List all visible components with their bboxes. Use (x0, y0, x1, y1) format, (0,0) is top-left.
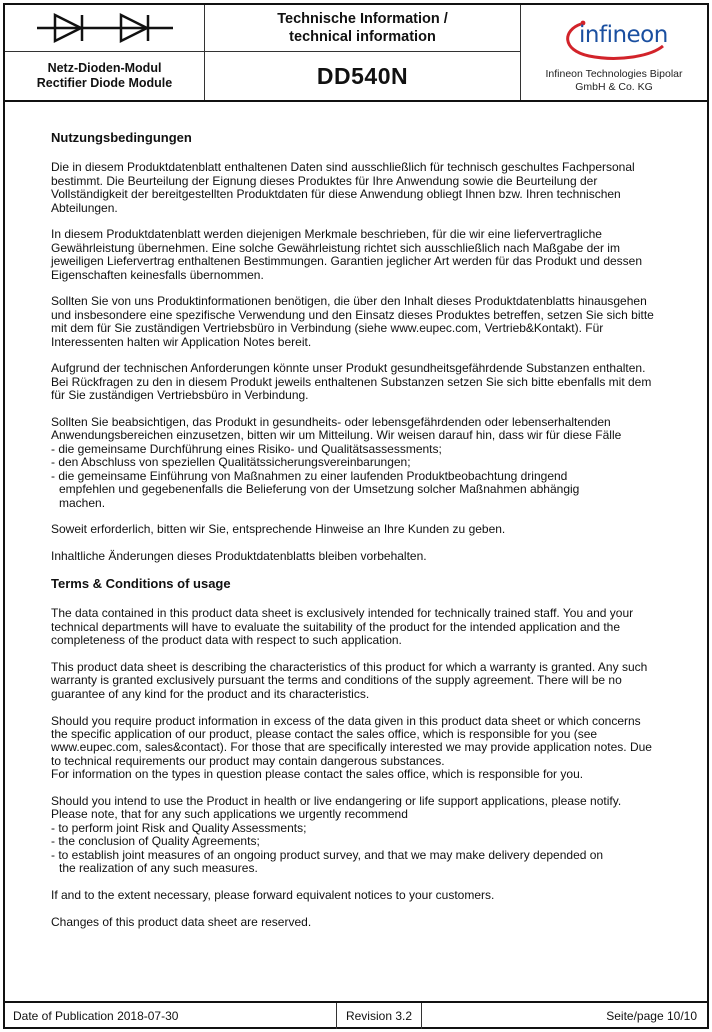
text-line: Aufgrund der technischen Anforderungen könnte unser Produkt gesundheitsgefährdende Substanzen enthalten. (51, 361, 646, 376)
text-line: Inhaltliche Änderungen dieses Produktdatenblatts bleiben vorbehalten. (51, 549, 427, 564)
text-line: empfehlen und gegebenenfalls die Belieferung von der Umsetzung solcher Maßnahmen abhängig (59, 482, 580, 497)
text-line: bestimmt. Die Beurteilung der Eignung dieses Produktes für Ihre Anwendung sowie die Beurteilung der (51, 173, 598, 188)
text-line: - to perform joint Risk and Quality Assessments; (51, 820, 307, 835)
text-line: Sollten Sie beabsichtigen, das Produkt in gesundheits- oder lebensgefährdenden oder lebenserhaltenden (51, 415, 611, 430)
paragraph (51, 362, 669, 402)
heading-german: Nutzungsbedingungen (51, 130, 192, 145)
company-line-1: Infineon Technologies Bipolar (545, 67, 683, 80)
part-number-cell (205, 52, 521, 100)
paragraph (51, 550, 669, 563)
paragraph (51, 715, 669, 782)
logo-cell (521, 5, 707, 100)
text-line: Bei Rückfragen zu den in diesem Produkt jeweils enthaltenen Substanzen setzen Sie sich bitte ebenfalls mit dem (51, 374, 652, 389)
text-line: technical departments will have to evaluate the suitability of the product for the intended application and the (51, 619, 621, 634)
page-number: Seite/page 10/10 (606, 1009, 697, 1023)
text-line: für Sie zuständigen Vertriebsbüro in Verbindung. (51, 388, 309, 403)
heading-english: Terms & Conditions of usage (51, 575, 231, 591)
company-name (546, 68, 683, 94)
text-line: Interessenten halten wir Application Notes bereit. (51, 334, 312, 349)
text-line: Soweit erforderlich, bitten wir Sie, entsprechende Hinweise an Ihre Kunden zu geben. (51, 522, 506, 537)
text-line: completeness of the product data with respect to such application. (51, 633, 402, 648)
paragraph (51, 916, 669, 929)
paragraph (51, 416, 669, 510)
text-line: Changes of this product data sheet are reserved. (51, 914, 312, 929)
text-line: - the conclusion of Quality Agreements; (51, 834, 260, 849)
english-terms (49, 607, 669, 929)
text-line: For information on the types in question please contact the sales office, which is responsible for you. (51, 767, 584, 782)
text-line: www.eupec.com, sales&contact). For those that are specifically interested we may provide application notes. Due (51, 740, 652, 755)
text-line: This product data sheet is describing the characteristics of this product for which a warranty is granted. Any such (51, 659, 648, 674)
text-line: - die gemeinsame Einführung von Maßnahmen zu einer laufenden Produktbeobachtung dringend (51, 468, 568, 483)
text-line: - den Abschluss von speziellen Qualitätssicherungsvereinbarungen; (51, 455, 411, 470)
text-line: Gewährleistung übernehmen. Eine solche Gewährleistung richtet sich ausschließlich nach Maßgabe der im (51, 240, 620, 255)
text-line: Abteilungen. (51, 200, 118, 215)
paragraph (51, 523, 669, 536)
doc-type-de: Technische Information / (277, 11, 448, 27)
text-line: Sollten Sie von uns Produktinformationen benötigen, die über den Inhalt dieses Produktdatenblatts hinausgehen (51, 294, 647, 309)
text-line: mit dem für Sie zuständigen Vertriebsbüro in Verbindung (siehe www.eupec.com, Vertrieb&Kontakt). Für (51, 321, 604, 336)
text-line: to technical requirements our product may contain dangerous substances. (51, 753, 445, 768)
part-number: DD540N (316, 62, 409, 89)
text-line: the realization of any such measures. (59, 860, 258, 875)
revision: Revision 3.2 (337, 1003, 422, 1029)
text-line: und insbesondere eine spezifische Verwendung und den Einsatz dieses Produktes betreffen, setzen Sie sich bitte (51, 307, 654, 322)
text-line: Eigenschaften keinesfalls übernommen. (51, 267, 264, 282)
text-line: Vollständigkeit der bereitgestellten Produktdaten für diese Anwendung obliegt Ihnen bzw. Ihren technischen (51, 187, 621, 202)
paragraph (51, 607, 669, 647)
logo-wordmark: infineon (579, 21, 668, 48)
text-line: The data contained in this product data sheet is exclusively intended for technically trained staff. You and your (51, 606, 634, 621)
text-line: Please note, that for any such applications we urgently recommend (51, 807, 408, 822)
text-line: the specific application of our product, please contact the sales office, which is responsible for you (see (51, 726, 598, 741)
paragraph (51, 228, 669, 282)
module-type-de: Netz-Dioden-Modul (47, 61, 162, 75)
text-line: In diesem Produktdatenblatt werden diejenigen Merkmale beschrieben, für die wir eine liefervertragliche (51, 227, 602, 242)
paragraph (51, 889, 669, 902)
text-line: Anwendungsbereichen einzusetzen, bitten wir um Mitteilung. Wir weisen darauf hin, dass wir für diese Fälle (51, 428, 622, 443)
text-line: machen. (59, 495, 106, 510)
company-line-2: GmbH & Co. KG (575, 80, 653, 93)
paragraph (51, 661, 669, 701)
doc-type-cell (205, 5, 521, 52)
german-terms (49, 161, 669, 563)
text-line: warranty is granted exclusively pursuant the terms and conditions of the supply agreement. There will be no (51, 673, 622, 688)
publication-date: Date of Publication 2018-07-30 (5, 1003, 337, 1029)
module-type-en: Rectifier Diode Module (36, 76, 173, 90)
module-type-cell (5, 52, 205, 100)
two-diodes-in-series-icon (35, 12, 175, 44)
text-line: guarantee of any kind for the product and its characteristics. (51, 686, 370, 701)
doc-type-en: technical information (289, 29, 436, 45)
symbol-cell (5, 5, 205, 52)
document-body (49, 131, 669, 942)
page-frame (3, 3, 709, 1029)
paragraph (51, 795, 669, 875)
text-line: Should you intend to use the Product in health or live endangering or life support applications, please notify. (51, 793, 622, 808)
text-line: jeweiligen Liefervertrag enthaltenen Bestimmungen. Garantien jeglicher Art werden für das Produkt und dessen (51, 254, 643, 269)
infineon-logo (559, 16, 669, 62)
text-line: If and to the extent necessary, please forward equivalent notices to your customers. (51, 887, 495, 902)
text-line: - die gemeinsame Durchführung eines Risiko- und Qualitätsassessments; (51, 441, 442, 456)
paragraph (51, 161, 669, 215)
text-line: Die in diesem Produktdatenblatt enthaltenen Daten sind ausschließlich für technisch geschultes Fachpersonal (51, 160, 635, 175)
header-table (5, 5, 707, 102)
text-line: Should you require product information in excess of the data given in this product data sheet or which concerns (51, 713, 641, 728)
footer-table (5, 1001, 707, 1029)
text-line: - to establish joint measures of an ongoing product survey, and that we may make delivery depended on (51, 847, 604, 862)
paragraph (51, 295, 669, 349)
